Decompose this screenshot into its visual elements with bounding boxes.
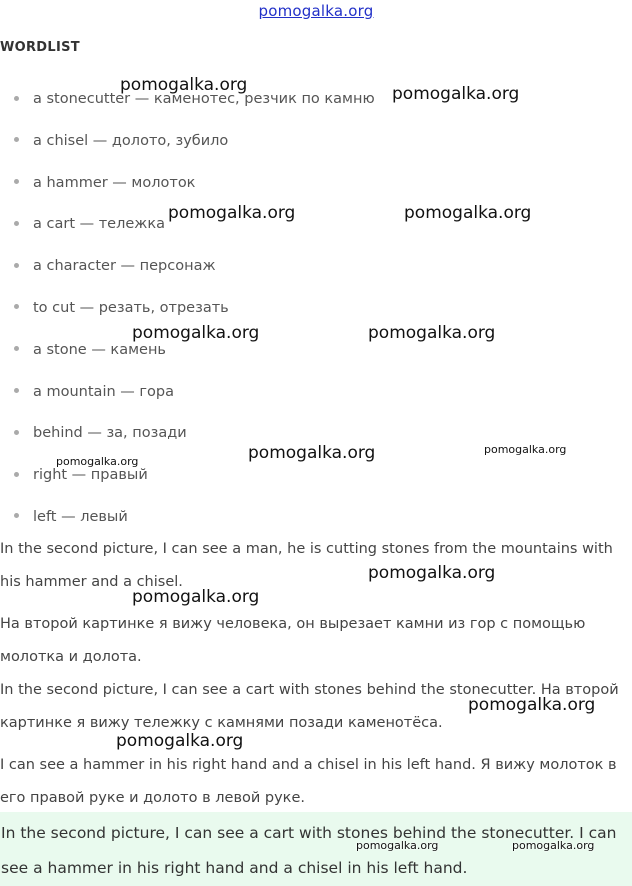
list-item-text: a stonecutter — каменотес, резчик по камню xyxy=(33,91,375,107)
wordlist xyxy=(14,88,375,548)
list-item xyxy=(14,464,375,506)
list-item xyxy=(14,255,375,297)
paragraph-mixed-2: In the second picture, I can see a cart with stones behind the stonecutter. На второй картинке я вижу тележку с камнями позади каменотёса. xyxy=(0,682,619,731)
paragraph-russian-1: На второй картинке я вижу человека, он вырезает камни из гор с помощью молотка и долота. xyxy=(0,616,586,665)
paragraph-english-1: In the second picture, I can see a man, he is cutting stones from the mountains with his hammer and a chisel. xyxy=(0,541,613,590)
bullet-icon xyxy=(14,179,19,184)
list-item-text: a cart — тележка xyxy=(33,216,165,233)
list-item-text: right — правый xyxy=(33,467,148,484)
watermark: pomogalka.org xyxy=(468,695,596,715)
watermark: pomogalka.org xyxy=(368,323,496,343)
list-item-text: a stone — камень xyxy=(33,341,166,358)
bullet-icon xyxy=(14,221,19,226)
watermark: pomogalka.org xyxy=(116,731,244,751)
watermark: pomogalka.org xyxy=(248,443,376,463)
watermark: pomogalka.org xyxy=(120,75,248,95)
list-item-text: a chisel — долото, зубило xyxy=(33,132,229,149)
bullet-icon xyxy=(14,388,19,393)
watermark: pomogalka.org xyxy=(484,443,567,456)
watermark: pomogalka.org xyxy=(56,455,139,468)
bullet-icon xyxy=(14,137,19,142)
list-item-text: left — левый xyxy=(33,508,128,525)
site-header-link[interactable]: pomogalka.org xyxy=(258,2,374,20)
bullet-icon xyxy=(14,263,19,268)
bullet-icon xyxy=(14,472,19,477)
watermark: pomogalka.org xyxy=(132,323,260,343)
bullet-icon xyxy=(14,304,19,309)
answer-text: In the second picture, I can see a cart with stones behind the stonecutter. I can see a hammer in his right hand and a chisel in his left hand. xyxy=(1,824,617,877)
watermark: pomogalka.org xyxy=(132,587,260,607)
list-item-text: a character — персонаж xyxy=(33,258,216,275)
watermark: pomogalka.org xyxy=(368,563,496,583)
list-item-text: a hammer — молоток xyxy=(33,174,196,191)
list-item-text: a mountain — гора xyxy=(33,383,174,400)
list-item xyxy=(14,130,375,172)
bullet-icon xyxy=(14,346,19,351)
wordlist-title: WORDLIST xyxy=(0,40,80,55)
bullet-icon xyxy=(14,513,19,518)
list-item xyxy=(14,339,375,381)
watermark: pomogalka.org xyxy=(392,84,520,104)
list-item-text: behind — за, позади xyxy=(33,425,187,442)
watermark: pomogalka.org xyxy=(512,839,595,852)
paragraph-mixed-3: I can see a hammer in his right hand and a chisel in his left hand. Я вижу молоток в его правой руке и долото в левой руке. xyxy=(0,757,617,806)
list-item xyxy=(14,381,375,423)
bullet-icon xyxy=(14,96,19,101)
list-item-text: to cut — резать, отрезать xyxy=(33,299,229,316)
watermark: pomogalka.org xyxy=(356,839,439,852)
bullet-icon xyxy=(14,430,19,435)
watermark: pomogalka.org xyxy=(168,203,296,223)
watermark: pomogalka.org xyxy=(404,203,532,223)
